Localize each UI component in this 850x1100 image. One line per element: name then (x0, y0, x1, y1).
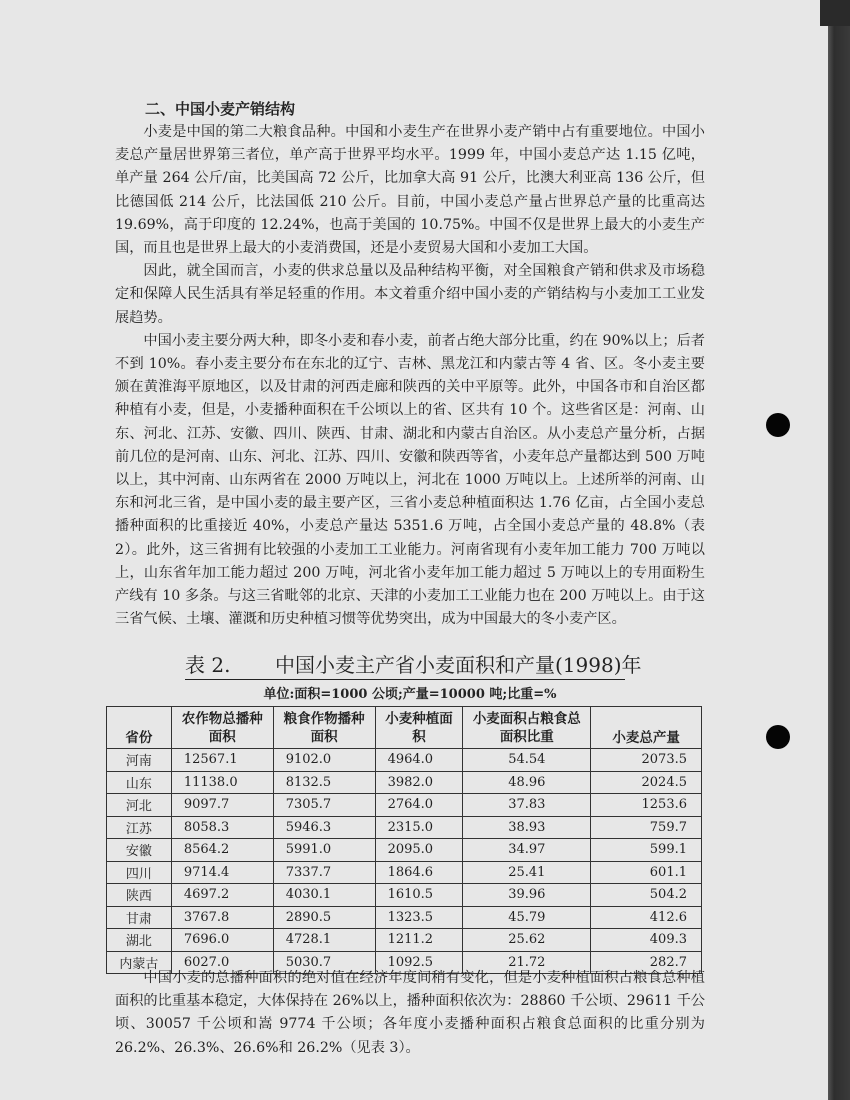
cell-wheat-area: 2315.0 (375, 816, 463, 839)
cell-wheat-output: 412.6 (591, 906, 702, 929)
cell-grain-area: 7305.7 (273, 794, 375, 817)
cell-wheat-area: 1864.6 (375, 861, 463, 884)
cell-grain-area: 5991.0 (273, 839, 375, 862)
table-header-row (107, 707, 702, 749)
cell-wheat-output: 2024.5 (591, 771, 702, 794)
cell-total-area: 12567.1 (171, 749, 273, 772)
cell-wheat-area: 2764.0 (375, 794, 463, 817)
cell-wheat-share: 39.96 (463, 884, 591, 907)
cell-province: 山东 (107, 771, 172, 794)
table-row (107, 839, 702, 862)
cell-wheat-share: 38.93 (463, 816, 591, 839)
table-row (107, 884, 702, 907)
scan-right-edge (828, 0, 850, 1100)
cell-province: 陕西 (107, 884, 172, 907)
cell-province: 河北 (107, 794, 172, 817)
cell-wheat-share: 25.41 (463, 861, 591, 884)
wheat-province-table (106, 706, 702, 974)
header-province: 省份 (107, 707, 172, 749)
header-wheat-area: 小麦种植面积 (375, 707, 463, 749)
punch-hole-upper (766, 413, 790, 437)
table-row (107, 906, 702, 929)
header-total-sown-area: 农作物总播种面积 (171, 707, 273, 749)
cell-wheat-area: 1092.5 (375, 951, 463, 974)
scan-corner (820, 0, 850, 26)
punch-hole-lower (766, 725, 790, 749)
cell-total-area: 3767.8 (171, 906, 273, 929)
cell-wheat-output: 599.1 (591, 839, 702, 862)
cell-grain-area: 9102.0 (273, 749, 375, 772)
cell-wheat-share: 54.54 (463, 749, 591, 772)
table-number: 表 2. (185, 653, 231, 677)
cell-wheat-output: 409.3 (591, 929, 702, 952)
table-row (107, 861, 702, 884)
cell-total-area: 9097.7 (171, 794, 273, 817)
header-wheat-share: 小麦面积占粮食总面积比重 (463, 707, 591, 749)
cell-wheat-share: 25.62 (463, 929, 591, 952)
cell-wheat-output: 2073.5 (591, 749, 702, 772)
cell-grain-area: 4030.1 (273, 884, 375, 907)
table-row (107, 749, 702, 772)
cell-wheat-area: 1211.2 (375, 929, 463, 952)
cell-wheat-share: 45.79 (463, 906, 591, 929)
cell-grain-area: 7337.7 (273, 861, 375, 884)
cell-total-area: 6027.0 (171, 951, 273, 974)
cell-grain-area: 5030.7 (273, 951, 375, 974)
cell-wheat-area: 2095.0 (375, 839, 463, 862)
paragraph-closing: 中国小麦的总播种面积的绝对值在经济年度间稍有变化，但是小麦种植面积占粮食总种植面积的比重基本稳定，大体保持在 26%以上，播种面积依次为：28860 千公顷、29611 千公顷、30057 千公顷和嵩 9774 千公顷；各年度小麦播种面积占粮食总面积的比重分别为 26.2%、26.3%、26.6%和 26.2%（见表 3）。 (115, 970, 705, 1056)
header-grain-sown-area: 粮食作物播种面积 (273, 707, 375, 749)
cell-province: 甘肃 (107, 906, 172, 929)
cell-total-area: 7696.0 (171, 929, 273, 952)
cell-province: 四川 (107, 861, 172, 884)
paragraph-2: 因此，就全国而言，小麦的供求总量以及品种结构平衡，对全国粮食产销和供求及市场稳定和保障人民生活具有举足轻重的作用。本文着重介绍中国小麦的产销结构与小麦加工工业发展趋势。 (115, 263, 705, 326)
cell-wheat-share: 37.83 (463, 794, 591, 817)
cell-wheat-area: 1610.5 (375, 884, 463, 907)
cell-total-area: 8564.2 (171, 839, 273, 862)
cell-grain-area: 4728.1 (273, 929, 375, 952)
cell-total-area: 4697.2 (171, 884, 273, 907)
table-row (107, 794, 702, 817)
table-unit-note: 单位:面积=1000 公顷;产量=10000 吨;比重=% (263, 687, 557, 702)
cell-province: 内蒙古 (107, 951, 172, 974)
cell-wheat-output: 759.7 (591, 816, 702, 839)
section-body (115, 121, 705, 631)
cell-wheat-share: 21.72 (463, 951, 591, 974)
table-caption: 中国小麦主产省小麦面积和产量(1998)年 (275, 653, 642, 677)
cell-wheat-output: 504.2 (591, 884, 702, 907)
table-row (107, 929, 702, 952)
cell-wheat-area: 4964.0 (375, 749, 463, 772)
header-wheat-output: 小麦总产量 (591, 707, 702, 749)
cell-province: 河南 (107, 749, 172, 772)
paragraph-3: 中国小麦主要分两大种，即冬小麦和春小麦，前者占绝大部分比重，约在 90%以上；后者不到 10%。春小麦主要分布在东北的辽宁、吉林、黑龙江和内蒙古等 4 省、区。冬小麦主要颁在黄淮海平原地区，以及甘肃的河西走廊和陕西的关中平原等。此外，中国各市和自治区都种植有小麦，但是，小麦播种面积在千公顷以上的省、区共有 10 个。这些省区是：河南、山东、河北、江苏、安徽、四川、陕西、甘肃、湖北和内蒙古自治区。从小麦总产量分析，占据前几位的是河南、山东、河北、江苏、四川、安徽和陕西等省，小麦年总产量都达到 500 万吨以上，其中河南、山东两省在 2000 万吨以上，河北在 1000 万吨以上。上述所举的河南、山东和河北三省，是中国小麦的最主要产区，三省小麦总种植面积达 1.76 亿亩，占全国小麦总播种面积的比重接近 40%，小麦总产量达 5351.6 万吨，占全国小麦总产量的 48.8%（表 2）。此外，这三省拥有比较强的小麦加工工业能力。河南省现有小麦年加工能力 700 万吨以上，山东省年加工能力超过 200 万吨，河北省小麦年加工能力超过 5 万吨以上的专用面粉生产线有 10 多条。与这三省毗邻的北京、天津的小麦加工工业能力也在 200 万吨以上。由于这三省气候、土壤、灌溉和历史种植习惯等优势突出，成为中国最大的冬小麦产区。 (115, 332, 705, 628)
cell-grain-area: 5946.3 (273, 816, 375, 839)
section-heading: 二、中国小麦产销结构 (145, 100, 296, 118)
table-row (107, 771, 702, 794)
cell-wheat-output: 1253.6 (591, 794, 702, 817)
cell-total-area: 8058.3 (171, 816, 273, 839)
cell-wheat-area: 1323.5 (375, 906, 463, 929)
cell-grain-area: 8132.5 (273, 771, 375, 794)
cell-wheat-output: 282.7 (591, 951, 702, 974)
cell-wheat-share: 48.96 (463, 771, 591, 794)
cell-wheat-area: 3982.0 (375, 771, 463, 794)
cell-province: 江苏 (107, 816, 172, 839)
table-title (185, 651, 642, 680)
table-row (107, 816, 702, 839)
cell-grain-area: 2890.5 (273, 906, 375, 929)
cell-wheat-share: 34.97 (463, 839, 591, 862)
closing-body (115, 967, 705, 1060)
cell-total-area: 9714.4 (171, 861, 273, 884)
cell-province: 安徽 (107, 839, 172, 862)
paragraph-1: 小麦是中国的第二大粮食品种。中国和小麦生产在世界小麦产销中占有重要地位。中国小麦总产量居世界第三者位，单产高于世界平均水平。1999 年，中国小麦总产达 1.15 亿吨，单产量 264 公斤/亩，比美国高 72 公斤，比加拿大高 91 公斤，比澳大利亚高 136 公斤，但比德国低 214 公斤，比法国低 210 公斤。目前，中国小麦总产量占世界总产量的比重高达 19.69%，高于印度的 12.24%，也高于美国的 10.75%。中国不仅是世界上最大的小麦生产国，而且也是世界上最大的小麦消费国，还是小麦贸易大国和小麦加工大国。 (115, 124, 705, 257)
cell-wheat-output: 601.1 (591, 861, 702, 884)
cell-province: 湖北 (107, 929, 172, 952)
cell-total-area: 11138.0 (171, 771, 273, 794)
